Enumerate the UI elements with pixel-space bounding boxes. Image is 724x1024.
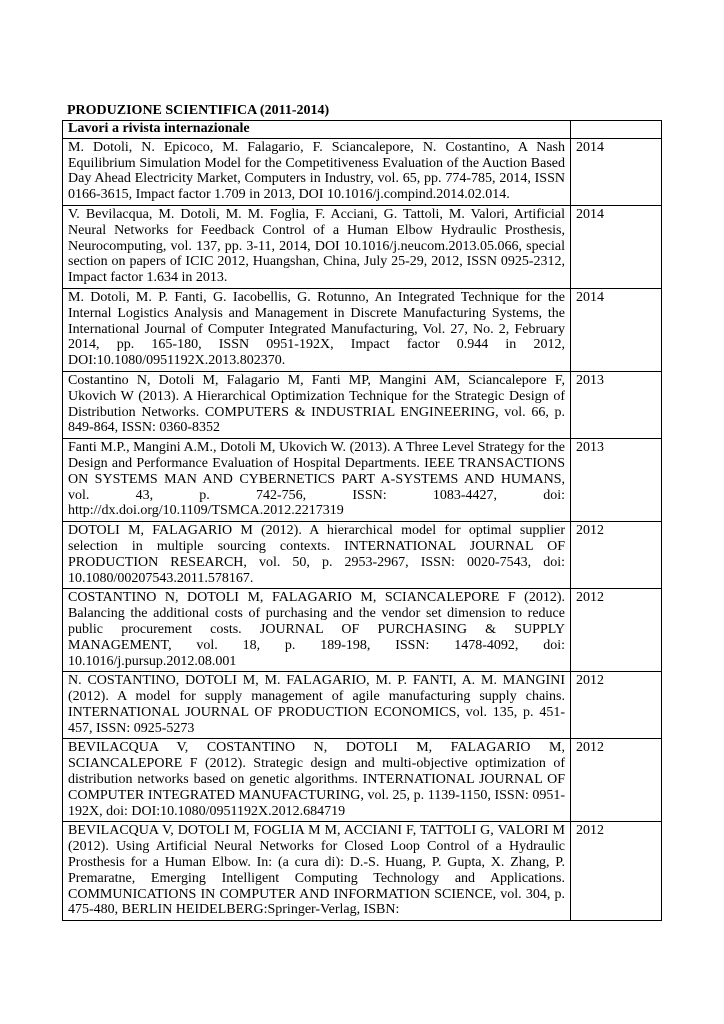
publication-year: 2012 [571,522,662,589]
publication-reference: DOTOLI M, FALAGARIO M (2012). A hierarchical model for optimal supplier selection in multiple sourcing contexts. INTERNATIONAL JOURNAL OF PRODUCTION RESEARCH, vol. 50, p. 2953-2967, ISSN: 0020-7543, doi: 10.1080/00207543.2011.578167. [63,522,571,589]
document-title: PRODUZIONE SCIENTIFICA (2011-2014) [67,103,330,118]
publication-year: 2014 [571,288,662,371]
table-row [63,589,662,672]
table-row [63,439,662,522]
publication-year: 2014 [571,205,662,288]
publication-year: 2013 [571,439,662,522]
section-header: Lavori a rivista internazionale [63,121,571,139]
publication-reference: N. COSTANTINO, DOTOLI M, M. FALAGARIO, M. P. FANTI, A. M. MANGINI (2012). A model for supply management of agile manufacturing supply chains. INTERNATIONAL JOURNAL OF PRODUCTION ECONOMICS, vol. 135, p. 451-457, ISSN: 0925-5273 [63,672,571,739]
publication-year: 2013 [571,371,662,438]
table-row [63,739,662,822]
table-row [63,288,662,371]
publication-reference: V. Bevilacqua, M. Dotoli, M. M. Foglia, F. Acciani, G. Tattoli, M. Valori, Artificial Neural Networks for Feedback Control of a Human Elbow Hydraulic Prosthesis, Neurocomputing, vol. 137, pp. 3-11, 2014, DOI 10.1016/j.neucom.2013.05.066, special section on papers of ICIC 2012, Huangshan, China, July 25-29, 2012, ISSN 0925-2312, Impact factor 1.634 in 2013. [63,205,571,288]
table-row [63,672,662,739]
publication-year: 2012 [571,739,662,822]
table-row [63,205,662,288]
table-row [63,522,662,589]
publications-table [62,120,662,921]
publication-reference: M. Dotoli, N. Epicoco, M. Falagario, F. Sciancalepore, N. Costantino, A Nash Equilibrium Simulation Model for the Competitiveness Evaluation of the Auction Based Day Ahead Electricity Market, Computers in Industry, vol. 65, pp. 774-785, 2014, ISSN 0166-3615, Impact factor 1.709 in 2013, DOI 10.1016/j.compind.2014.02.014. [63,138,571,205]
publication-reference: Fanti M.P., Mangini A.M., Dotoli M, Ukovich W. (2013). A Three Level Strategy for the Design and Performance Evaluation of Hospital Departments. IEEE TRANSACTIONS ON SYSTEMS MAN AND CYBERNETICS PART A-SYSTEMS AND HUMANS, vol. 43, p. 742-756, ISSN: 1083-4427, doi: http://dx.doi.org/10.1109/TSMCA.2012.2217319 [63,439,571,522]
publication-year: 2012 [571,672,662,739]
table-header-row [63,121,662,139]
table-row [63,371,662,438]
publication-year: 2012 [571,589,662,672]
publication-year: 2014 [571,138,662,205]
publication-year: 2012 [571,822,662,921]
publication-reference: M. Dotoli, M. P. Fanti, G. Iacobellis, G. Rotunno, An Integrated Technique for the Internal Logistics Analysis and Management in Discrete Manufacturing Systems, the International Journal of Computer Integrated Manufacturing, Vol. 27, No. 2, February 2014, pp. 165-180, ISSN 0951-192X, Impact factor 0.944 in 2012, DOI:10.1080/0951192X.2013.802370. [63,288,571,371]
section-header-year-cell [571,121,662,139]
publication-reference: Costantino N, Dotoli M, Falagario M, Fanti MP, Mangini AM, Sciancalepore F, Ukovich W (2013). A Hierarchical Optimization Technique for the Strategic Design of Distribution Networks. COMPUTERS & INDUSTRIAL ENGINEERING, vol. 66, p. 849-864, ISSN: 0360-8352 [63,371,571,438]
publication-reference: BEVILACQUA V, COSTANTINO N, DOTOLI M, FALAGARIO M, SCIANCALEPORE F (2012). Strategic design and multi-objective optimization of distribution networks based on genetic algorithms. INTERNATIONAL JOURNAL OF COMPUTER INTEGRATED MANUFACTURING, vol. 25, p. 1139-1150, ISSN: 0951-192X, doi: DOI:10.1080/0951192X.2012.684719 [63,739,571,822]
table-row [63,138,662,205]
table-row [63,822,662,921]
publication-reference: BEVILACQUA V, DOTOLI M, FOGLIA M M, ACCIANI F, TATTOLI G, VALORI M (2012). Using Artificial Neural Networks for Closed Loop Control of a Hydraulic Prosthesis for a Human Elbow. In: (a cura di): D.-S. Huang, P. Gupta, X. Zhang, P. Premaratne, Emerging Intelligent Computing Technology and Applications. COMMUNICATIONS IN COMPUTER AND INFORMATION SCIENCE, vol. 304, p. 475-480, BERLIN HEIDELBERG:Springer-Verlag, ISBN: [63,822,571,921]
publication-reference: COSTANTINO N, DOTOLI M, FALAGARIO M, SCIANCALEPORE F (2012). Balancing the additional costs of purchasing and the vendor set dimension to reduce public procurement costs. JOURNAL OF PURCHASING & SUPPLY MANAGEMENT, vol. 18, p. 189-198, ISSN: 1478-4092, doi: 10.1016/j.pursup.2012.08.001 [63,589,571,672]
